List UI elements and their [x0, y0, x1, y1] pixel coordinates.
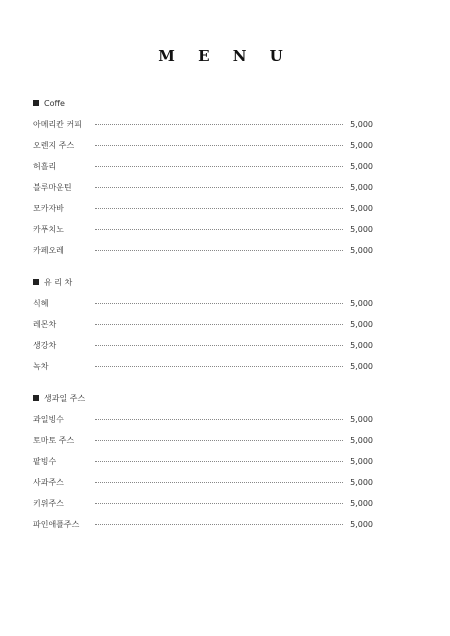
menu-item-name: 과일빙수: [33, 415, 64, 424]
menu-item-price: 5,000: [350, 436, 373, 445]
menu-item: [33, 493, 373, 514]
menu-item-name: 녹차: [33, 362, 49, 371]
dot-leader: [95, 250, 343, 251]
menu-item-price: 5,000: [350, 120, 373, 129]
dot-leader: [95, 324, 343, 325]
menu-item-name: 토마토 주스: [33, 436, 75, 445]
menu-item-price: 5,000: [350, 457, 373, 466]
page-title: M E N U: [158, 47, 292, 65]
menu-item-name: 키위주스: [33, 499, 64, 508]
dot-leader: [95, 303, 343, 304]
menu-item-name: 팥빙수: [33, 457, 57, 466]
dot-leader: [95, 524, 343, 525]
menu-item-name: 생강차: [33, 341, 57, 350]
menu-item-price: 5,000: [350, 246, 373, 255]
dot-leader: [95, 482, 343, 483]
menu-item-price: 5,000: [350, 162, 373, 171]
menu-item-name: 오렌지 주스: [33, 141, 75, 150]
dot-leader: [95, 503, 343, 504]
menu-item: [33, 198, 373, 219]
dot-leader: [95, 366, 343, 367]
section-heading: [33, 275, 373, 289]
menu-item-name: 식혜: [33, 299, 49, 308]
section-heading-label: Coffe: [44, 98, 65, 108]
menu-item-name: 레몬차: [33, 320, 57, 329]
menu-section-tea: [33, 275, 373, 377]
menu-item: [33, 430, 373, 451]
menu-item-price: 5,000: [350, 499, 373, 508]
section-heading-label: 유 리 차: [44, 277, 73, 287]
dot-leader: [95, 345, 343, 346]
menu-item-price: 5,000: [350, 362, 373, 371]
menu-item: [33, 472, 373, 493]
menu-item: [33, 451, 373, 472]
menu-item-price: 5,000: [350, 299, 373, 308]
menu-item-name: 카페오레: [33, 246, 64, 255]
menu-item: [33, 335, 373, 356]
menu-item: [33, 514, 373, 535]
bullet-square-icon: [33, 279, 39, 285]
menu-item-name: 카푸치노: [33, 225, 64, 234]
menu-item: [33, 409, 373, 430]
dot-leader: [95, 145, 343, 146]
menu-item-name: 허흘리: [33, 162, 57, 171]
menu-item-price: 5,000: [350, 320, 373, 329]
dot-leader: [95, 229, 343, 230]
menu-item: [33, 356, 373, 377]
menu-item-name: 아메리칸 커피: [33, 120, 82, 129]
menu-item-price: 5,000: [350, 478, 373, 487]
dot-leader: [95, 419, 343, 420]
dot-leader: [95, 124, 343, 125]
menu-item-price: 5,000: [350, 141, 373, 150]
bullet-square-icon: [33, 100, 39, 106]
dot-leader: [95, 187, 343, 188]
menu-item: [33, 177, 373, 198]
menu-item: [33, 156, 373, 177]
menu-item-price: 5,000: [350, 204, 373, 213]
dot-leader: [95, 208, 343, 209]
menu-item: [33, 293, 373, 314]
menu-section-juice: [33, 391, 373, 535]
dot-leader: [95, 461, 343, 462]
menu-item-price: 5,000: [350, 415, 373, 424]
menu-item: [33, 314, 373, 335]
dot-leader: [95, 166, 343, 167]
menu-item-price: 5,000: [350, 183, 373, 192]
menu-item-name: 사과주스: [33, 478, 64, 487]
section-heading-label: 생과일 주스: [44, 393, 86, 403]
menu-item-name: 블루마운틴: [33, 183, 72, 192]
menu-item: [33, 219, 373, 240]
menu-section-coffee: [33, 96, 373, 261]
menu-item-price: 5,000: [350, 520, 373, 529]
menu-item: [33, 114, 373, 135]
menu-item-price: 5,000: [350, 341, 373, 350]
section-heading: [33, 96, 373, 110]
menu-item: [33, 240, 373, 261]
bullet-square-icon: [33, 395, 39, 401]
menu-item: [33, 135, 373, 156]
menu-item-name: 모카자바: [33, 204, 64, 213]
menu-item-price: 5,000: [350, 225, 373, 234]
section-heading: [33, 391, 373, 405]
dot-leader: [95, 440, 343, 441]
menu-item-name: 파인애플주스: [33, 520, 80, 529]
